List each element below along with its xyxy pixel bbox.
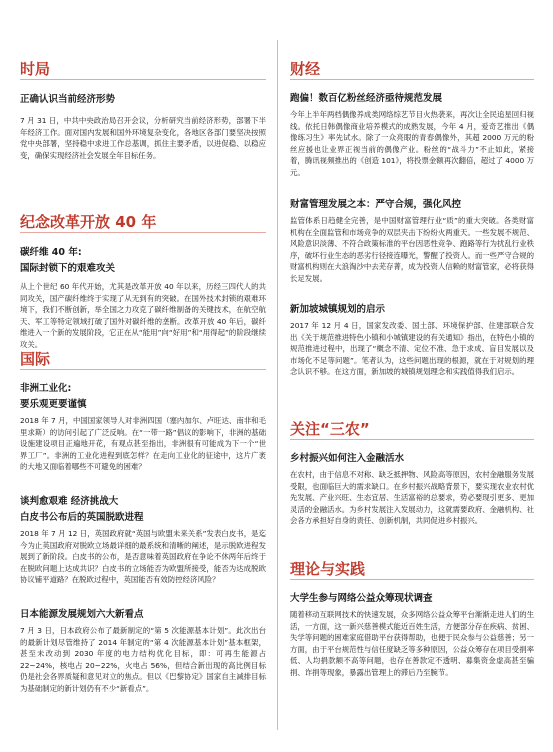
article [290,452,534,527]
section-title: 关注“三农” [290,420,534,440]
section-title: 财经 [290,60,534,80]
article-title[interactable]: 正确认识当前经济形势 [20,94,116,105]
article-subtitle[interactable]: 要乐观更要谨慎 [20,399,87,410]
article [20,246,266,351]
article-title[interactable]: 碳纤维 40 年: [20,247,82,258]
section-caijing [290,60,534,377]
article-summary: 2017 年 12 月 4 日，国家发改委、国土部、环境保护部、住建部联合发出《关于规范推进特色小镇和小城镇建设的有关通知》指出，在特色小镇的规范推进过程中，出现了“概念不清、定位不准、急于求成、盲目发展以及市场化不足等问题”。笔者认为，这些问题出现的根源，就在于对规划的理念认识不够。在这方面，新加坡的城镇规划理念和实践值得我们启示。 [290,321,534,377]
article-summary: 随着移动互联网技术的快速发展，众多网络公益众筹平台渐渐走进人们的生活，一方面，这一新兴慈善模式能近百姓生活，方便部分存在疾病、贫困、失学等问题的困难家庭借助平台获得帮助，也便于民众参与公益慈善；另一方面，由于平台规范性与信任度缺乏等多种原因，公益众筹存在项目受捐率低、人均捐款额不高等问题，也存在善款定不透明、募集资金虚高甚至骗捐、诈捐等现象，暴露出管理上的滞后乃至腕节。 [290,610,534,677]
section-lilun-shijian [290,560,534,677]
article [290,592,534,679]
section-guoji [20,350,266,693]
article-title[interactable]: 日本能源发展规划六大新看点 [20,609,144,620]
article [290,92,534,179]
article [20,93,266,161]
article-title[interactable]: 谈判愈艰难 经济挑战大 [20,496,119,507]
article-title[interactable]: 财富管理发展之本：严守合规，强化风控 [290,199,462,210]
article [290,303,534,378]
article-summary: 7 月 31 日，中共中央政治局召开会议，分析研究当前经济形势，部署下半年经济工作。面对国内发展和国外环境复杂变化，各地区各部门要坚决按照党中央部署，坚持稳中求进工作总基调，抓住主要矛盾，以进促稳、以稳应变，确保实现经济社会发展全年目标任务。 [20,116,266,160]
article-summary: 监管体系日趋健全完善，是中国财富管理行业“质”的重大突破。各类财富机构在全面监管和市场竞争的双层夹击下纷纷火两重天。一些发展不规范、风险意识淡薄、不符合政策标准的平台因恶性竞争、跑路等行为扰乱行业秩序，破坏行业生态的恶劣行径接连曝光，警醒了投资人。而一些严守合规的财富机构则在大浪淘沙中去芜存菁，成为投资人信赖的财富管家，必将获得长足发展。 [290,216,534,283]
article-title[interactable]: 大学生参与网络公益众筹现状调查 [290,593,433,604]
article [290,198,534,285]
article [20,608,266,695]
section-reform-40 [20,213,266,349]
article-subtitle[interactable]: 白皮书公布后的英国脱欧进程 [20,512,144,523]
section-sannong [290,420,534,526]
article-summary: 7 月 3 日，日本政府公布了最新制定的“第 5 次能源基本计划”。此次出台的最新计划尽管维持了 2014 年制定的“第 4 次能源基本计划”基本框架，甚至未改动到 2030 年度的电力结构优化目标，即：可再生能源占 22~24%，核电占 20~22%，火电占 56%，但结合新出现的高比例目标仍是社会各界质疑和意见对立的焦点。但以《巴黎协定》国家自主减排目标为基础制定的新计划仍有不少“新看点”。 [20,626,266,693]
article [20,382,266,473]
article-subtitle[interactable]: 国际封锁下的艰难攻关 [20,263,116,274]
article-title[interactable]: 乡村振兴如何注入金融活水 [290,453,405,464]
article [20,495,266,586]
column-divider [277,40,278,730]
article-summary: 2018 年 7 月 12 日，英国政府就“英国与欧盟未来关系”发表白皮书，是迄今为止英国政府对脱欧立场最详细的最系统和清晰的阐述，是示脱欧进程发展到了新阶段。白皮书的公布，是否意味着英国政府在争论不休两年后终于在脱欧问题上达成共识？白皮书的立场能否为欧盟所接受，能否为达成脱欧协议铺平道路？在脱欧过程中，英国能否有效防控经济风险？ [20,529,266,585]
section-shiju [20,60,266,160]
article-summary: 今年上半年两档偶像养成类网络综艺节目火热袭来，再次让全民追星回归视线。依托日韩偶像商业培养模式的成熟发展，今年 4 月，爱奇艺推出《偶像练习生》率先试水。除了一众亮眼的青春偶像外，其超 2000 万元的粉丝应援也让业界正视当前的偶像产业。粉丝的“战斗力”不止如此，紧接着，腾讯视频推出的《创造 101》，将投票金额再次翻倍，超过了 4000 万元。 [290,110,534,177]
section-title: 时局 [20,60,266,80]
article-summary: 从上个世纪 60 年代开始，尤其是改革开放 40 年以来，历经三四代人的共同攻关，国产碳纤维终于实现了从无到有的突破。在国外技术封锁的艰难环境下，我们不断创新，举全国之力攻克了碳纤维制备的关键技术，在航空航天、军工等特定领域打破了国外对碳纤维的垄断。改革开放 40 年后，碳纤维进入一个新的发展阶段，它正在从“能用”向“好用”和“用得起”的阶段继续攻关。 [20,282,266,349]
article-summary: 2018 年 7 月，中国国家领导人对非洲四国（塞内加尔、卢旺达、南非和毛里求斯）的访问引起了广泛反响。在“一带一路”倡议的影响下，非洲的基础设施建设项目正遍地开花，有观点甚至指出，非洲很有可能成为下一个“世界工厂”。非洲的工业化进程到底怎样？在走向工业化的征途中，这片广袤的大地又面临着哪些不可避免的困难？ [20,416,266,472]
article-title[interactable]: 新加坡城镇规划的启示 [290,304,386,315]
section-title: 理论与实践 [290,560,534,580]
article-title[interactable]: 跑偏！数百亿粉丝经济亟待规范发展 [290,93,443,104]
article-title[interactable]: 非洲工业化: [20,383,72,394]
section-title: 国际 [20,350,266,370]
section-title: 纪念改革开放 40 年 [20,213,266,233]
article-summary: 在农村，由于信息不对称、缺乏抵押物、风险高等原因，农村金融服务发展受限，也面临巨大的需求缺口。在乡村振兴战略背景下，要实现农业农村优先发展、产业兴旺、生态宜居、生活富裕的总要求，势必要现引更多、更加灵活的金融活水。为乡村发展注入发展动力，这就需要政府、金融机构、社会各方承担好自身的责任、创新机制，共同促进乡村振兴。 [290,470,534,526]
